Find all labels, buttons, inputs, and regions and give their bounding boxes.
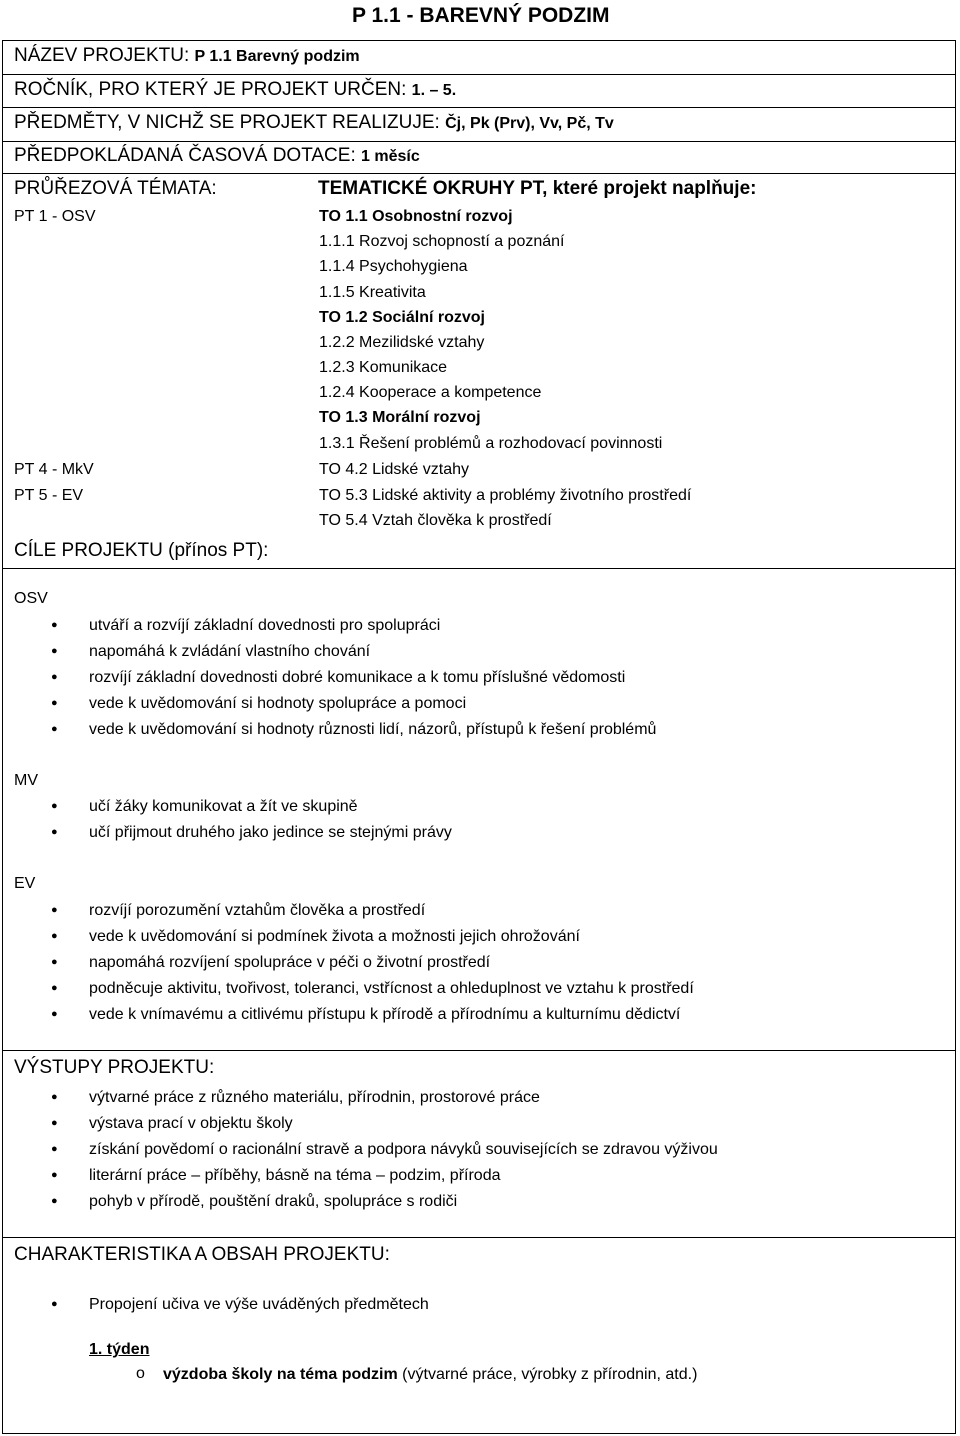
characteristics-heading: CHARAKTERISTIKA A OBSAH PROJEKTU:	[14, 1244, 390, 1265]
outputs-heading: VÝSTUPY PROJEKTU:	[14, 1057, 215, 1078]
week-1-item	[163, 1366, 697, 1384]
goals-mv-label: MV	[14, 772, 38, 789]
theme-pt4: PT 4 - MkV	[14, 461, 94, 478]
divider	[2, 173, 956, 174]
list-item: ● literární práce – příběhy, básně na téma – podzim, příroda	[89, 1167, 500, 1185]
topic-1-2-3: 1.2.3 Komunikace	[319, 359, 448, 376]
topic-1-1-5: 1.1.5 Kreativita	[319, 284, 426, 301]
list-item: ● Propojení učiva ve výše uváděných předmětech	[89, 1296, 429, 1314]
theme-pt5: PT 5 - EV	[14, 487, 84, 504]
list-item: ● utváří a rozvíjí základní dovednosti pro spolupráci	[89, 617, 440, 635]
list-item: ● vede k uvědomování si podmínek života a možnosti jejich ohrožování	[89, 928, 580, 946]
time-value: 1 měsíc	[361, 148, 420, 165]
project-name-label: NÁZEV PROJEKTU:	[14, 45, 190, 66]
to-5-4: TO 5.4 Vztah člověka k prostředí	[319, 512, 552, 529]
list-item: ● vede k vnímavému a citlivému přístupu k přírodě a přírodnímu a kulturnímu dědictví	[89, 1006, 680, 1024]
theme-pt1: PT 1 - OSV	[14, 208, 96, 225]
divider	[2, 107, 956, 108]
topic-1-3-1: 1.3.1 Řešení problémů a rozhodovací povinnosti	[319, 435, 663, 452]
list-item: ● vede k uvědomování si hodnoty spolupráce a pomoci	[89, 695, 466, 713]
list-item: ● rozvíjí základní dovednosti dobré komunikace a k tomu příslušné vědomosti	[89, 669, 625, 687]
time-row	[14, 145, 420, 167]
list-item: ● rozvíjí porozumění vztahům člověka a prostředí	[89, 902, 425, 920]
project-name-value: P 1.1 Barevný podzim	[194, 48, 360, 65]
week-1-heading: 1. týden	[89, 1341, 150, 1358]
topic-1-1-4: 1.1.4 Psychohygiena	[319, 258, 468, 275]
divider	[2, 568, 956, 569]
divider	[2, 1050, 956, 1051]
list-item: ● získání povědomí o racionální stravě a podpora návyků souvisejících se zdravou výživou	[89, 1141, 718, 1159]
grade-row	[14, 79, 456, 101]
week-1-item-rest: (výtvarné práce, výrobky z přírodnin, atd.)	[397, 1366, 698, 1383]
to-5-3: TO 5.3 Lidské aktivity a problémy životního prostředí	[319, 487, 692, 504]
goals-osv-label: OSV	[14, 590, 48, 607]
subjects-label: PŘEDMĚTY, V NICHŽ SE PROJEKT REALIZUJE:	[14, 112, 440, 133]
list-item: ● napomáhá rozvíjení spolupráce v péči o životní prostředí	[89, 954, 490, 972]
list-item: ● vede k uvědomování si hodnoty různosti lidí, názorů, přístupů k řešení problémů	[89, 721, 656, 739]
topic-1-2-4: 1.2.4 Kooperace a kompetence	[319, 384, 542, 401]
list-item: ● učí žáky komunikovat a žít ve skupině	[89, 798, 358, 816]
goals-ev-label: EV	[14, 875, 36, 892]
project-name-row	[14, 45, 360, 67]
to-4-2: TO 4.2 Lidské vztahy	[319, 461, 469, 478]
list-item: ● pohyb v přírodě, pouštění draků, spolupráce s rodiči	[89, 1193, 457, 1211]
thematic-areas-label: TEMATICKÉ OKRUHY PT, které projekt naplňuje:	[318, 178, 757, 199]
to-1-2: TO 1.2 Sociální rozvoj	[319, 309, 485, 326]
list-item: ● učí přijmout druhého jako jedince se stejnými právy	[89, 824, 452, 842]
divider	[2, 1237, 956, 1238]
list-item: ● výtvarné práce z různého materiálu, přírodnin, prostorové práce	[89, 1089, 540, 1107]
to-1-1: TO 1.1 Osobnostní rozvoj	[319, 208, 513, 225]
list-item: ● napomáhá k zvládání vlastního chování	[89, 643, 370, 661]
topic-1-1-1: 1.1.1 Rozvoj schopností a poznání	[319, 233, 565, 250]
time-label: PŘEDPOKLÁDANÁ ČASOVÁ DOTACE:	[14, 145, 356, 166]
divider	[2, 141, 956, 142]
list-item: ● podněcuje aktivitu, tvořivost, toleranci, vstřícnost a ohleduplnost ve vztahu k prostředí	[89, 980, 694, 998]
divider	[2, 74, 956, 75]
subjects-row	[14, 112, 614, 134]
subjects-value: Čj, Pk (Prv), Vv, Pč, Tv	[445, 115, 614, 132]
list-item: ● výstava prací v objektu školy	[89, 1115, 293, 1133]
page-title: P 1.1 - BAREVNÝ PODZIM	[352, 4, 610, 27]
goals-heading: CÍLE PROJEKTU (přínos PT):	[14, 540, 269, 561]
grade-label: ROČNÍK, PRO KTERÝ JE PROJEKT URČEN:	[14, 79, 407, 100]
grade-value: 1. – 5.	[411, 82, 457, 99]
topic-1-2-2: 1.2.2 Mezilidské vztahy	[319, 334, 485, 351]
week-1-item-bold: výzdoba školy na téma podzim	[163, 1366, 398, 1383]
cross-themes-label: PRŮŘEZOVÁ TÉMATA:	[14, 178, 217, 199]
to-1-3: TO 1.3 Morální rozvoj	[319, 409, 481, 426]
